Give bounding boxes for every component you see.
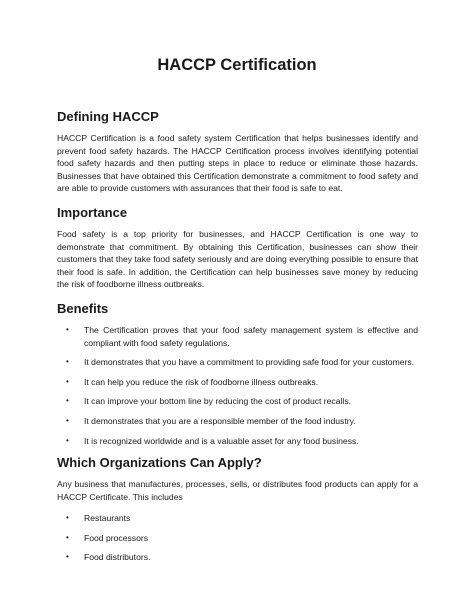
bullet-icon: • xyxy=(66,376,69,386)
bullet-icon: • xyxy=(66,415,69,425)
section-benefits xyxy=(57,300,418,447)
section-heading: Which Organizations Can Apply? xyxy=(57,455,262,471)
list-item xyxy=(57,395,418,408)
list-item xyxy=(57,356,418,369)
organizations-list xyxy=(57,512,418,564)
list-item-text: Food processors xyxy=(84,532,149,543)
section-heading: Benefits xyxy=(57,300,109,316)
document-title: HACCP Certification xyxy=(157,56,317,74)
bullet-icon: • xyxy=(66,513,69,523)
list-item-text: It can improve your bottom line by reducing the cost of product recalls. xyxy=(84,396,352,407)
bullet-icon: • xyxy=(66,532,69,542)
bullet-icon: • xyxy=(66,357,69,367)
list-item-text: Restaurants xyxy=(84,513,131,524)
list-item xyxy=(57,415,418,428)
section-importance xyxy=(57,204,418,291)
list-item xyxy=(57,512,418,525)
list-item-text: Food distributors. xyxy=(84,552,151,563)
list-item-text: It demonstrates that you have a commitment to providing safe food for your customers. xyxy=(84,357,415,368)
list-item-text: It demonstrates that you are a responsible member of the food industry. xyxy=(84,415,356,426)
list-item xyxy=(57,532,418,545)
list-item xyxy=(57,324,418,349)
section-paragraph: HACCP Certification is a food safety system Certification that helps businesses identify and prevent food safety hazards. The HACCP Certification process involves identifying potential food safety hazards and then putting steps in place to reduce or eliminate those hazards. Businesses that have obtained this Certification demonstrate a commitment to food safety and are able to provide customers with assurances that their food is safe to eat. xyxy=(57,133,418,194)
section-paragraph: Food safety is a top priority for businesses, and HACCP Certification is one way to demonstrate that commitment. By obtaining this Certification, businesses can show their customers that they take food safety seriously and are doing everything possible to ensure that their food is safe. In addition, the Certification can help businesses save money by reducing the risk of foodborne illness outbreaks. xyxy=(57,228,418,290)
section-heading: Defining HACCP xyxy=(57,109,159,124)
section-defining-haccp xyxy=(57,108,418,195)
list-item-text: The Certification proves that your food safety management system is effective and compliant with food safety regulations. xyxy=(84,324,418,348)
bullet-icon: • xyxy=(66,396,69,406)
section-which-organizations xyxy=(57,454,418,564)
document-body xyxy=(57,108,418,573)
list-item xyxy=(57,435,418,448)
list-item-text: It can help you reduce the risk of foodborne illness outbreaks. xyxy=(84,376,319,387)
section-paragraph: Any business that manufactures, processes, sells, or distributes food products can apply for a HACCP Certificate. This includes xyxy=(57,479,418,502)
list-item xyxy=(57,376,418,389)
list-item-text: It is recognized worldwide and is a valuable asset for any food business. xyxy=(84,435,359,446)
bullet-icon: • xyxy=(66,552,69,562)
bullet-icon: • xyxy=(66,324,69,334)
bullet-icon: • xyxy=(66,435,69,445)
benefits-list xyxy=(57,324,418,447)
section-heading: Importance xyxy=(57,204,128,220)
list-item xyxy=(57,551,418,564)
